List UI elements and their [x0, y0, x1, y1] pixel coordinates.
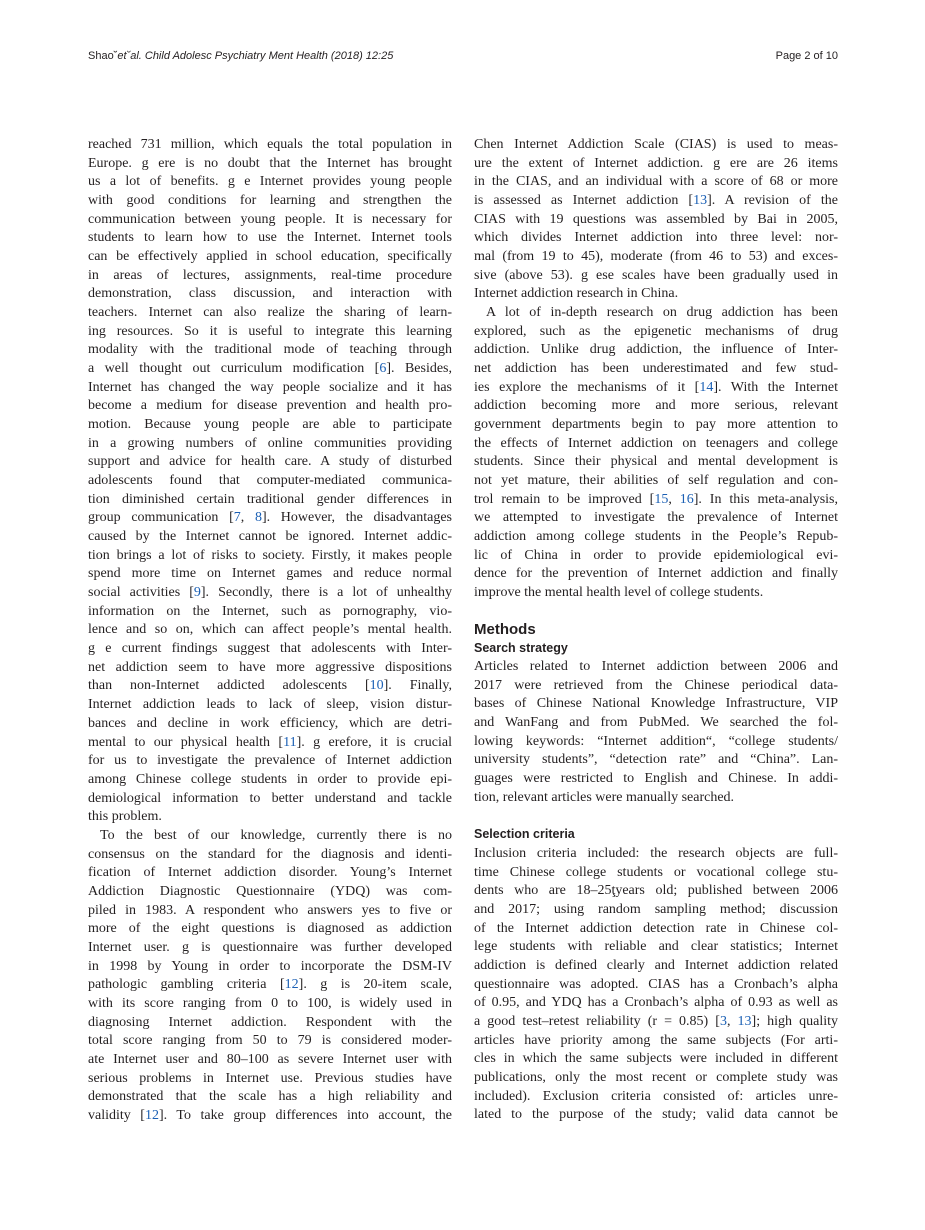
text-line: validity [12]. To take group differences into account, the	[88, 1107, 452, 1123]
text-line: consensus on the standard for the diagnosis and identi-	[88, 846, 452, 862]
text-line: support and advice for health care. A study of disturbed	[88, 454, 452, 470]
text-line: tion diminished certain traditional gender differences in	[88, 491, 452, 507]
text-line: 2017 were retrieved from the Chinese periodical data-	[474, 677, 838, 693]
text-line: mental to our physical health [11]. g erefore, it is crucial	[88, 734, 452, 750]
selection-criteria-text	[474, 845, 838, 1125]
citation-link[interactable]: 13	[693, 193, 708, 209]
citation-link[interactable]: 15	[654, 491, 669, 507]
text-line: guages were restricted to English and Chinese. In addi-	[474, 771, 838, 787]
citation-link[interactable]: 6	[379, 361, 387, 377]
text-line: dents who are 18–25ţyears old; published between 2006	[474, 883, 838, 899]
text-line: explored, such as the epigenetic mechanisms of drug	[474, 323, 838, 339]
text-line: Internet has changed the way people socialize and it has	[88, 379, 452, 395]
citation-link[interactable]: 14	[699, 379, 714, 395]
text-line: is assessed as Internet addiction [13]. A revision of the	[474, 193, 838, 209]
text-line: demonstration, class discussion, and interaction with	[88, 286, 452, 302]
text-line: we attempted to investigate the prevalence of Internet	[474, 510, 838, 526]
text-line: improve the mental health level of college students.	[474, 585, 764, 601]
text-line: modality with the traditional mode of teaching through	[88, 342, 452, 358]
text-line: tion, relevant articles were manually searched.	[474, 789, 735, 805]
text-line: trol remain to be improved [15, 16]. In this meta-analysis,	[474, 491, 839, 507]
citation-link[interactable]: 13	[737, 1014, 752, 1030]
text-line: addiction becoming more and more serious, relevant	[474, 398, 838, 414]
text-line: lege students with reliable and clear statistics; Internet	[474, 939, 838, 955]
section-heading-methods: Methods	[474, 621, 536, 638]
text-line: caused by the Internet cannot be ignored. Internet addic-	[88, 529, 452, 545]
text-line: us a lot of benefits. g e Internet provides young people	[88, 174, 452, 190]
text-line: dence for the prevention of Internet addiction and finally	[474, 566, 838, 582]
citation-link[interactable]: 12	[144, 1107, 159, 1123]
text-line: piled in 1983. A respondent who answers yes to five or	[88, 902, 452, 918]
text-line: of 0.95, and YDQ has a Cronbach’s alpha of 0.93 as well as	[474, 995, 838, 1011]
text-line: communication between young people. It is necessary for	[88, 211, 452, 227]
text-line: publications, only the most recent or complete study was	[474, 1070, 838, 1086]
text-line: g e current findings suggest that adolescents with Inter-	[88, 641, 452, 657]
citation-link[interactable]: 9	[193, 585, 201, 601]
text-line: reached 731 million, which equals the total population in	[88, 137, 452, 152]
text-line: cles in which the same subjects were included in different	[474, 1051, 838, 1067]
text-line: adolescents found that computer-mediated communica-	[88, 473, 452, 489]
text-line: included). Exclusion criteria consisted of: articles unre-	[474, 1088, 838, 1104]
text-line: a well thought out curriculum modification [6]. Besides,	[88, 361, 452, 377]
left-column	[88, 136, 452, 1126]
text-line: addiction among college students in the People’s Repub-	[474, 529, 838, 545]
text-line: articles have priority among the same subjects (For arti-	[474, 1032, 838, 1048]
text-line: in 1998 by Young in order to incorporate the DSM-IV	[88, 958, 452, 974]
text-line: government departments begin to pay more attention to	[474, 417, 838, 433]
citation-link[interactable]: 16	[679, 491, 694, 507]
text-line: ure the extent of Internet addiction. g ere are 26 items	[474, 155, 838, 171]
text-line: students to learn how to use the Internet. Internet tools	[88, 230, 452, 246]
text-line: not yet mature, their abilities of self regulation and con-	[474, 473, 838, 489]
text-line: in the CIAS, and an individual with a score of 68 or more	[474, 174, 838, 190]
text-line: the effects of Internet addiction on teenagers and college	[474, 435, 838, 451]
text-line: with good conditions for learning and strengthen the	[88, 193, 452, 209]
text-line: addiction. Unlike drug addiction, the influence of Inter-	[474, 342, 838, 358]
text-line: total score ranging from 50 to 79 is considered moder-	[88, 1033, 452, 1049]
text-line: ate Internet user and 80–100 as severe Internet user with	[88, 1051, 452, 1067]
text-line: of the Internet addiction detection rate in Chinese col-	[474, 920, 838, 936]
citation-link[interactable]: 7	[233, 510, 241, 526]
text-line: pathologic gambling criteria [12]. g is 20-item scale,	[88, 977, 453, 993]
text-line: a good test–retest reliability (r = 0.85) [3, 13]; high quality	[474, 1014, 838, 1030]
search-strategy-text	[474, 658, 838, 807]
text-line: lence and so on, which can affect people’s mental health.	[88, 622, 452, 638]
text-line: for us to investigate the prevalence of Internet addiction	[88, 753, 452, 769]
subheading-search-strategy: Search strategy	[474, 641, 568, 655]
text-line: teachers. Internet can also realize the sharing of learn-	[88, 305, 452, 321]
citation-link[interactable]: 8	[254, 510, 262, 526]
subheading-selection-criteria: Selection criteria	[474, 827, 575, 841]
text-line: tion brings a lot of risks to society. Firstly, it makes people	[88, 547, 452, 563]
citation-link[interactable]: 12	[284, 977, 299, 993]
right-column-top	[474, 136, 838, 603]
text-line: in areas of lectures, assignments, real-time procedure	[88, 267, 452, 283]
text-line: demonstrated that the scale has a high reliability and	[88, 1089, 452, 1105]
text-line: Internet addiction research in China.	[474, 286, 679, 302]
text-line: mal (from 19 to 45), moderate (from 46 to 53) and exces-	[474, 249, 838, 265]
header-author: Shao˘	[88, 50, 118, 62]
text-line: serious problems in Internet use. Previous studies have	[88, 1070, 452, 1086]
text-line: bases of Chinese National Knowledge Infrastructure, VIP	[474, 696, 838, 712]
text-line: in a growing numbers of online communities providing	[88, 435, 452, 451]
text-line: and WanFang and from PubMed. We searched the fol-	[474, 715, 838, 731]
text-line: Internet user. g is questionnaire was further developed	[88, 939, 452, 955]
text-line: lic of China in order to provide epidemiological evi-	[474, 547, 838, 563]
running-header	[88, 50, 393, 62]
text-line: motion. Because young people are able to participate	[88, 417, 452, 433]
text-line: net addiction seem to have more aggressive dispositions	[88, 659, 452, 675]
text-line: group communication [7, 8]. However, the disadvantages	[88, 510, 452, 526]
text-line: university students”, “detection rate” and “China”. Lan-	[474, 752, 838, 768]
text-line: fication of Internet addiction disorder. Young’s Internet	[88, 865, 452, 881]
text-line: more of the eight questions is diagnosed as addiction	[88, 921, 452, 937]
text-line: this problem.	[88, 809, 162, 825]
text-line: A lot of in-depth research on drug addiction has been	[486, 305, 838, 321]
text-line: Addiction Diagnostic Questionnaire (YDQ) was com-	[88, 883, 452, 899]
text-line: demiological information to better understand and tackle	[88, 790, 452, 806]
text-line: To the best of our knowledge, currently there is no	[100, 827, 452, 843]
text-line: Inclusion criteria included: the research objects are full-	[474, 846, 838, 861]
text-line: information on the Internet, such as pornography, vio-	[88, 603, 452, 619]
text-line: students. Since their physical and mental development is	[474, 454, 838, 470]
text-line: among Chinese college students in order to provide epi-	[88, 771, 452, 787]
citation-link[interactable]: 3	[719, 1014, 727, 1030]
text-line: ing resources. So it is useful to integrate this learning	[88, 323, 452, 339]
text-line: CIAS with 19 questions was assembled by Bai in 2005,	[474, 211, 838, 227]
text-line: lowing keywords: “Internet addition“, “college students/	[474, 733, 838, 749]
text-line: with its score ranging from 0 to 100, is widely used in	[88, 995, 452, 1011]
text-line: time Chinese college students or vocational college stu-	[474, 864, 838, 880]
text-line: become a medium for disease prevention and health pro-	[88, 398, 452, 414]
text-line: spend more time on Internet games and reduce normal	[88, 566, 452, 582]
text-line: social activities [9]. Secondly, there is a lot of unhealthy	[88, 585, 452, 601]
text-line: Articles related to Internet addiction between 2006 and	[474, 659, 838, 674]
page-number: Page 2 of 10	[775, 50, 838, 62]
text-line: and 2017; using random sampling method; discussion	[474, 902, 838, 918]
text-line: Internet addiction leads to lack of sleep, vision distur-	[88, 697, 452, 713]
text-line: net addiction has been underestimated and few stud-	[474, 361, 838, 377]
text-line: Chen Internet Addiction Scale (CIAS) is used to meas-	[474, 137, 838, 152]
text-line: which divides Internet addiction into three level: nor-	[474, 230, 838, 246]
text-line: sive (above 53). g ese scales have been gradually used in	[474, 267, 838, 283]
text-line: addiction is defined clearly and Internet addiction related	[474, 958, 838, 974]
text-line: diagnosing Internet addiction. Respondent with the	[88, 1014, 452, 1030]
text-line: than non-Internet addicted adolescents [10]. Finally,	[88, 678, 452, 694]
text-line: can be effectively applied in school education, specifically	[88, 249, 452, 265]
citation-link[interactable]: 10	[369, 678, 384, 694]
text-line: questionnaire was adopted. CIAS has a Cronbach’s alpha	[474, 976, 838, 992]
text-line: Europe. g ere is no doubt that the Internet has brought	[88, 155, 452, 171]
header-journal: et˘al. Child Adolesc Psychiatry Ment Health	[117, 50, 328, 62]
text-line: ies explore the mechanisms of it [14]. With the Internet	[474, 379, 838, 395]
text-line: bances and decline in work efficiency, which are detri-	[88, 715, 452, 731]
citation-link[interactable]: 11	[283, 734, 297, 750]
text-line: lated to the purpose of the study; valid data cannot be	[474, 1107, 838, 1123]
header-volume: (2018) 12:25	[327, 50, 394, 62]
